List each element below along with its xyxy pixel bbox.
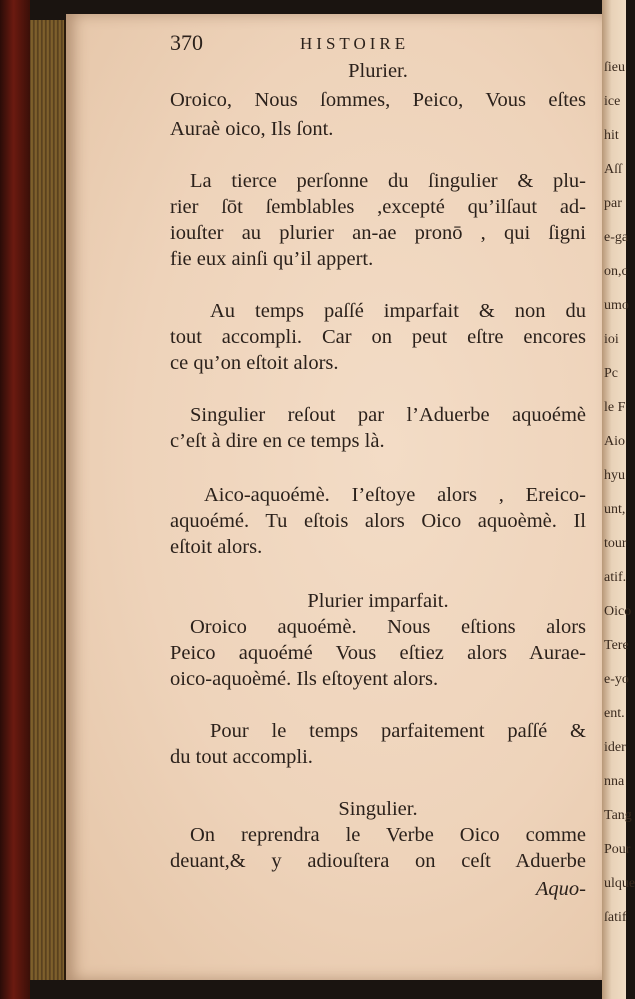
facing-page-fragment: Aſſ bbox=[604, 162, 622, 177]
facing-page-fragment: unt, bbox=[604, 502, 626, 517]
facing-page-fragment: ſatif bbox=[604, 910, 627, 925]
running-title: HISTOIRE bbox=[300, 34, 410, 53]
heading-singulier: Singulier. bbox=[338, 798, 418, 820]
text-line: Oroico, Nous ſommes, Peico, Vous eſtes bbox=[170, 89, 586, 111]
facing-page-fragment: Pour bbox=[604, 842, 631, 857]
book-spine bbox=[0, 0, 30, 999]
text-line: fie eux ainſi qu’il appert. bbox=[170, 248, 374, 270]
facing-page-fragment: ice bbox=[604, 94, 621, 109]
facing-page-fragment: ioi bbox=[604, 332, 619, 347]
text-line: deuant,& y adiouſtera on ceſt Aduerbe bbox=[170, 850, 586, 872]
text-line: ce qu’on eſtoit alors. bbox=[170, 352, 339, 374]
text-line: Peico aquoémé Vous eſtiez alors Aurae- bbox=[170, 642, 586, 664]
facing-page-fragment: Tang bbox=[604, 808, 632, 823]
facing-page-fragment: ider bbox=[604, 740, 626, 755]
text-line: Auraè oico, Ils ſont. bbox=[170, 118, 334, 140]
facing-page-fragment: umo bbox=[604, 298, 629, 313]
text-line: iouſter au plurier an-ae pronō , qui ſigni bbox=[170, 222, 586, 244]
text-line: Singulier reſout par l’Aduerbe aquoémè bbox=[190, 404, 586, 426]
text-line: rier ſōt ſemblables ,excepté qu’ilſaut ad- bbox=[170, 196, 586, 218]
text-line: oico-aquoèmé. Ils eſtoyent alors. bbox=[170, 668, 439, 690]
facing-page-fragment: nna bbox=[604, 774, 625, 789]
facing-page-fragment: Aio bbox=[604, 434, 625, 449]
facing-page-fragment: Tere bbox=[604, 638, 629, 653]
text-line: eſtoit alors. bbox=[170, 536, 263, 558]
facing-page-fragment: ent. bbox=[604, 706, 625, 721]
facing-page-fragment: hit bbox=[604, 128, 619, 143]
facing-page-fragment: Oico bbox=[604, 604, 632, 619]
text-line: La tierce perſonne du ſingulier & plu- bbox=[190, 170, 586, 192]
facing-page-fragment: ulque bbox=[604, 876, 635, 891]
facing-page-fragment: le F bbox=[604, 400, 626, 415]
facing-page-fragment: e-yo bbox=[604, 672, 629, 687]
text-line: Pour le temps parfaitement paſſé & bbox=[210, 720, 586, 742]
text-line: Au temps paſſé imparfait & non du bbox=[210, 300, 586, 322]
text-line: Oroico aquoémè. Nous eſtions alors bbox=[190, 616, 586, 638]
heading-plurier: Plurier. bbox=[348, 60, 408, 82]
facing-page-fragment: ſieu bbox=[604, 60, 625, 75]
text-line: c’eſt à dire en ce temps là. bbox=[170, 430, 385, 452]
heading-plurier-imparfait: Plurier imparfait. bbox=[307, 590, 449, 612]
facing-page-fragment: atif. bbox=[604, 570, 627, 585]
text-line: aquoémé. Tu eſtois alors Oico aquoèmè. Il bbox=[170, 510, 586, 532]
text-line: On reprendra le Verbe Oico comme bbox=[190, 824, 586, 846]
facing-page-fragment: e-ga bbox=[604, 230, 629, 245]
catchword: Aquo- bbox=[535, 878, 586, 900]
gilded-page-edges bbox=[30, 20, 66, 980]
page-number: 370 bbox=[170, 30, 203, 55]
text-line: Aico-aquoémè. I’eſtoye alors , Ereico- bbox=[204, 484, 586, 506]
text-line: tout accompli. Car on peut eſtre encores bbox=[170, 326, 586, 348]
facing-page-fragment: hyu bbox=[604, 468, 625, 483]
facing-page-fragment: on,c bbox=[604, 264, 628, 279]
facing-page-edge bbox=[602, 0, 635, 999]
facing-page-fragment: tour bbox=[604, 536, 627, 551]
facing-page-fragment: par bbox=[604, 196, 622, 211]
facing-page-fragment: Pc bbox=[604, 366, 618, 381]
text-line: du tout accompli. bbox=[170, 746, 313, 768]
